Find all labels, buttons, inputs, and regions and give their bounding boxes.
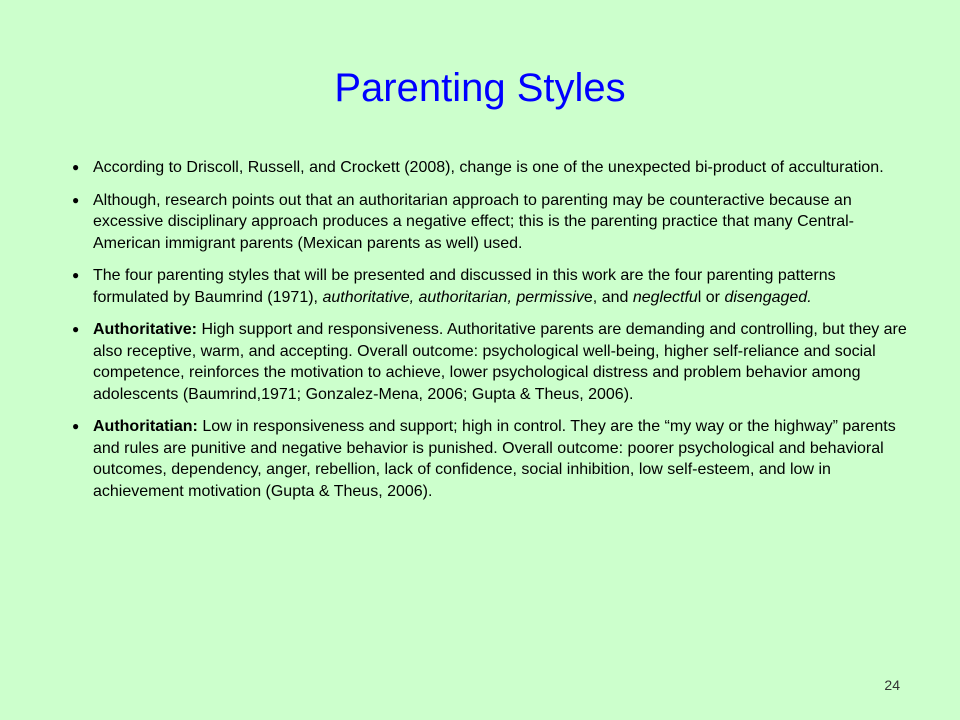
- bullet-item: [72, 190, 912, 255]
- bullet-text-italic: authoritative, authoritarian, permissiv: [322, 288, 584, 306]
- bullet-term: Authoritatian:: [93, 418, 203, 435]
- bullet-text: Although, research points out that an authoritarian approach to parenting may be counteractive because an excessive disciplinary approach produces a negative effect; this is the parenting practice that many Central-American immigrant parents (Mexican parents as well) used.: [93, 191, 854, 252]
- bullet-text: e, and: [583, 288, 633, 306]
- bullet-item: [72, 416, 912, 502]
- bullet-item: [72, 319, 912, 405]
- bullet-dot-icon: ●: [72, 160, 80, 174]
- bullet-list: [72, 157, 912, 513]
- bullet-text-italic: disengaged.: [724, 288, 812, 306]
- bullet-text: High support and responsiveness. Authoritative parents are demanding and controlling, but they are also receptive, warm, and accepting. Overall outcome: psychological well-being, higher self-reliance and social competence, reinforces the motivation to achieve, lower psychological distress and problem behavior among adolescents (Baumrind,1971; Gonzalez-Mena, 2006; Gupta & Theus, 2006).: [93, 321, 907, 403]
- bullet-dot-icon: ●: [72, 322, 80, 336]
- bullet-dot-icon: ●: [72, 192, 80, 207]
- slide-title: Parenting Styles: [334, 66, 626, 110]
- bullet-text-italic: neglectfu: [632, 288, 698, 306]
- bullet-dot-icon: ●: [72, 419, 80, 433]
- bullet-dot-icon: ●: [72, 268, 80, 282]
- bullet-text: According to Driscoll, Russell, and Crockett (2008), change is one of the unexpected bi-product of acculturation.: [93, 159, 884, 176]
- bullet-text: Low in responsiveness and support; high in control. They are the “my way or the highway” parents and rules are punitive and negative behavior is punished. Overall outcome: poorer psychological and behavioral outcomes, dependency, anger, rebellion, lack of confidence, social inhibition, low self-esteem, and low in achievement motivation (Gupta & Theus, 2006).: [93, 418, 896, 500]
- bullet-term: Authoritative:: [93, 321, 202, 338]
- page-number: 24: [884, 677, 900, 693]
- bullet-text: l or: [697, 288, 725, 306]
- bullet-text: The four parenting styles that will be presented and discussed in this work are the four parenting patterns formulated by Baumrind (1971),: [93, 267, 836, 306]
- bullet-item: [72, 265, 912, 308]
- bullet-item: [72, 157, 912, 179]
